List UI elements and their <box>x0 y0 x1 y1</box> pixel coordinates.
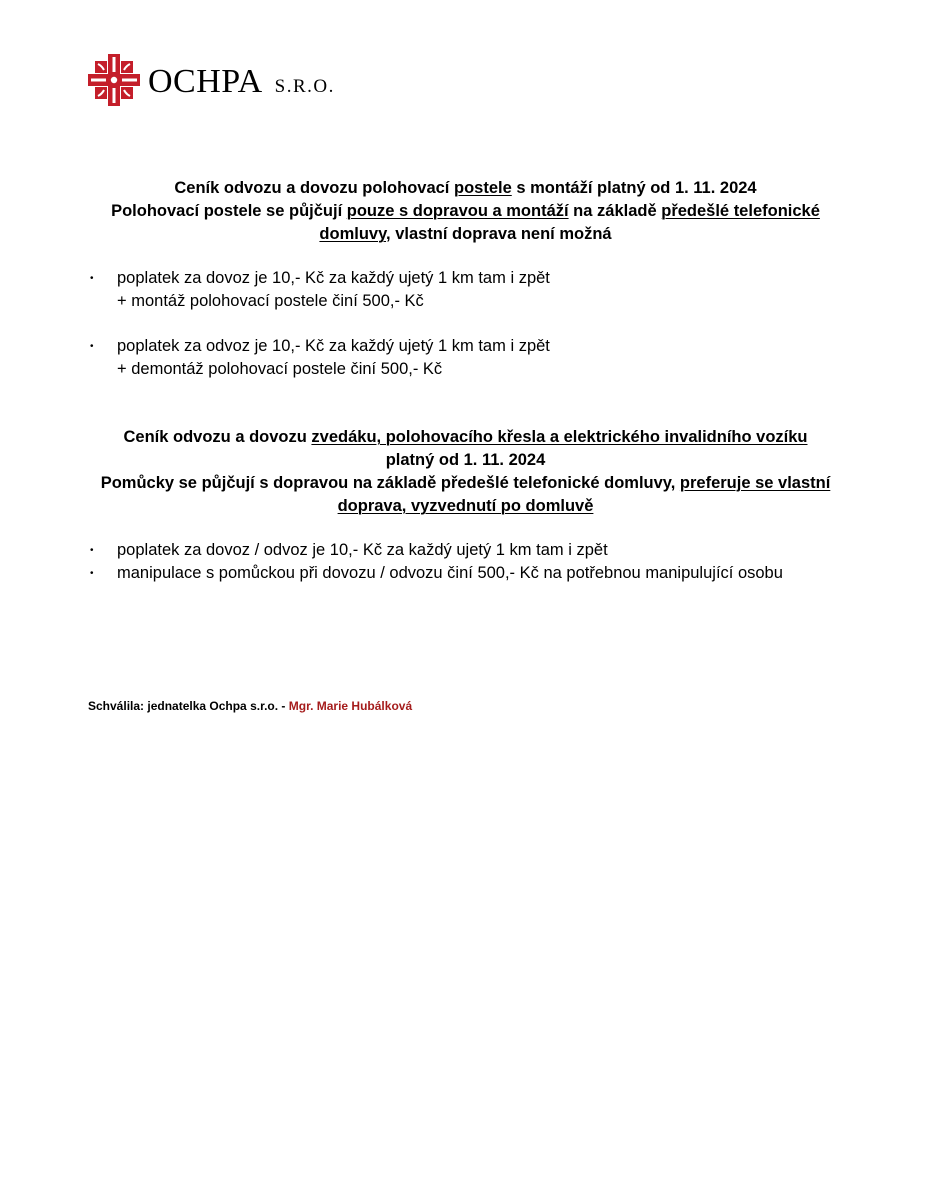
section2-valid-date: platný od 1. 11. 2024 <box>385 451 546 469</box>
section2-title: Ceník odvozu a dovozu zvedáku, polohovacího křesla a elektrického invalidního vozíku <box>123 428 808 446</box>
section2-subtitle: Pomůcky se půjčují s dopravou na základě předešlé telefonické domluvy, preferuje se vlastní doprava, vyzvednutí po domluvě <box>100 474 831 515</box>
bullet-icon: • <box>90 568 94 579</box>
list-item: • manipulace s pomůckou při dovozu / odvozu činí 500,- Kč na potřebnou manipulující osobu <box>88 562 783 585</box>
approval-signature <box>88 698 412 714</box>
approver-name: Mgr. Marie Hubálková <box>288 699 413 713</box>
company-name: OCHPA <box>148 62 263 100</box>
section1-title: Ceník odvozu a dovozu polohovací postele s montáží platný od 1. 11. 2024 <box>174 179 757 197</box>
section1-list <box>88 267 550 381</box>
company-logo <box>88 52 335 107</box>
list-item: • poplatek za dovoz / odvoz je 10,- Kč za každý ujetý 1 km tam i zpět <box>88 539 783 562</box>
section2-list <box>88 539 783 585</box>
bullet-icon: • <box>90 545 94 556</box>
bullet-icon: • <box>90 273 94 284</box>
approved-by-label: Schválila: jednatelka Ochpa s.r.o. - <box>88 699 289 713</box>
list-item: • poplatek za dovoz je 10,- Kč za každý ujetý 1 km tam i zpět + montáž polohovací postele činí 500,- Kč <box>90 269 550 310</box>
section1-subtitle: Polohovací postele se půjčují pouze s dopravou a montáží na základě předešlé telefonické domluvy, vlastní doprava není možná <box>111 202 820 243</box>
section2-heading <box>88 426 843 518</box>
list-item: • poplatek za odvoz je 10,- Kč za každý ujetý 1 km tam i zpět + demontáž polohovací postele činí 500,- Kč <box>90 337 550 378</box>
bullet-icon: • <box>90 341 94 352</box>
section1-heading <box>88 177 843 246</box>
caritas-cross-icon <box>88 54 140 106</box>
company-suffix: S.R.O. <box>274 76 335 97</box>
